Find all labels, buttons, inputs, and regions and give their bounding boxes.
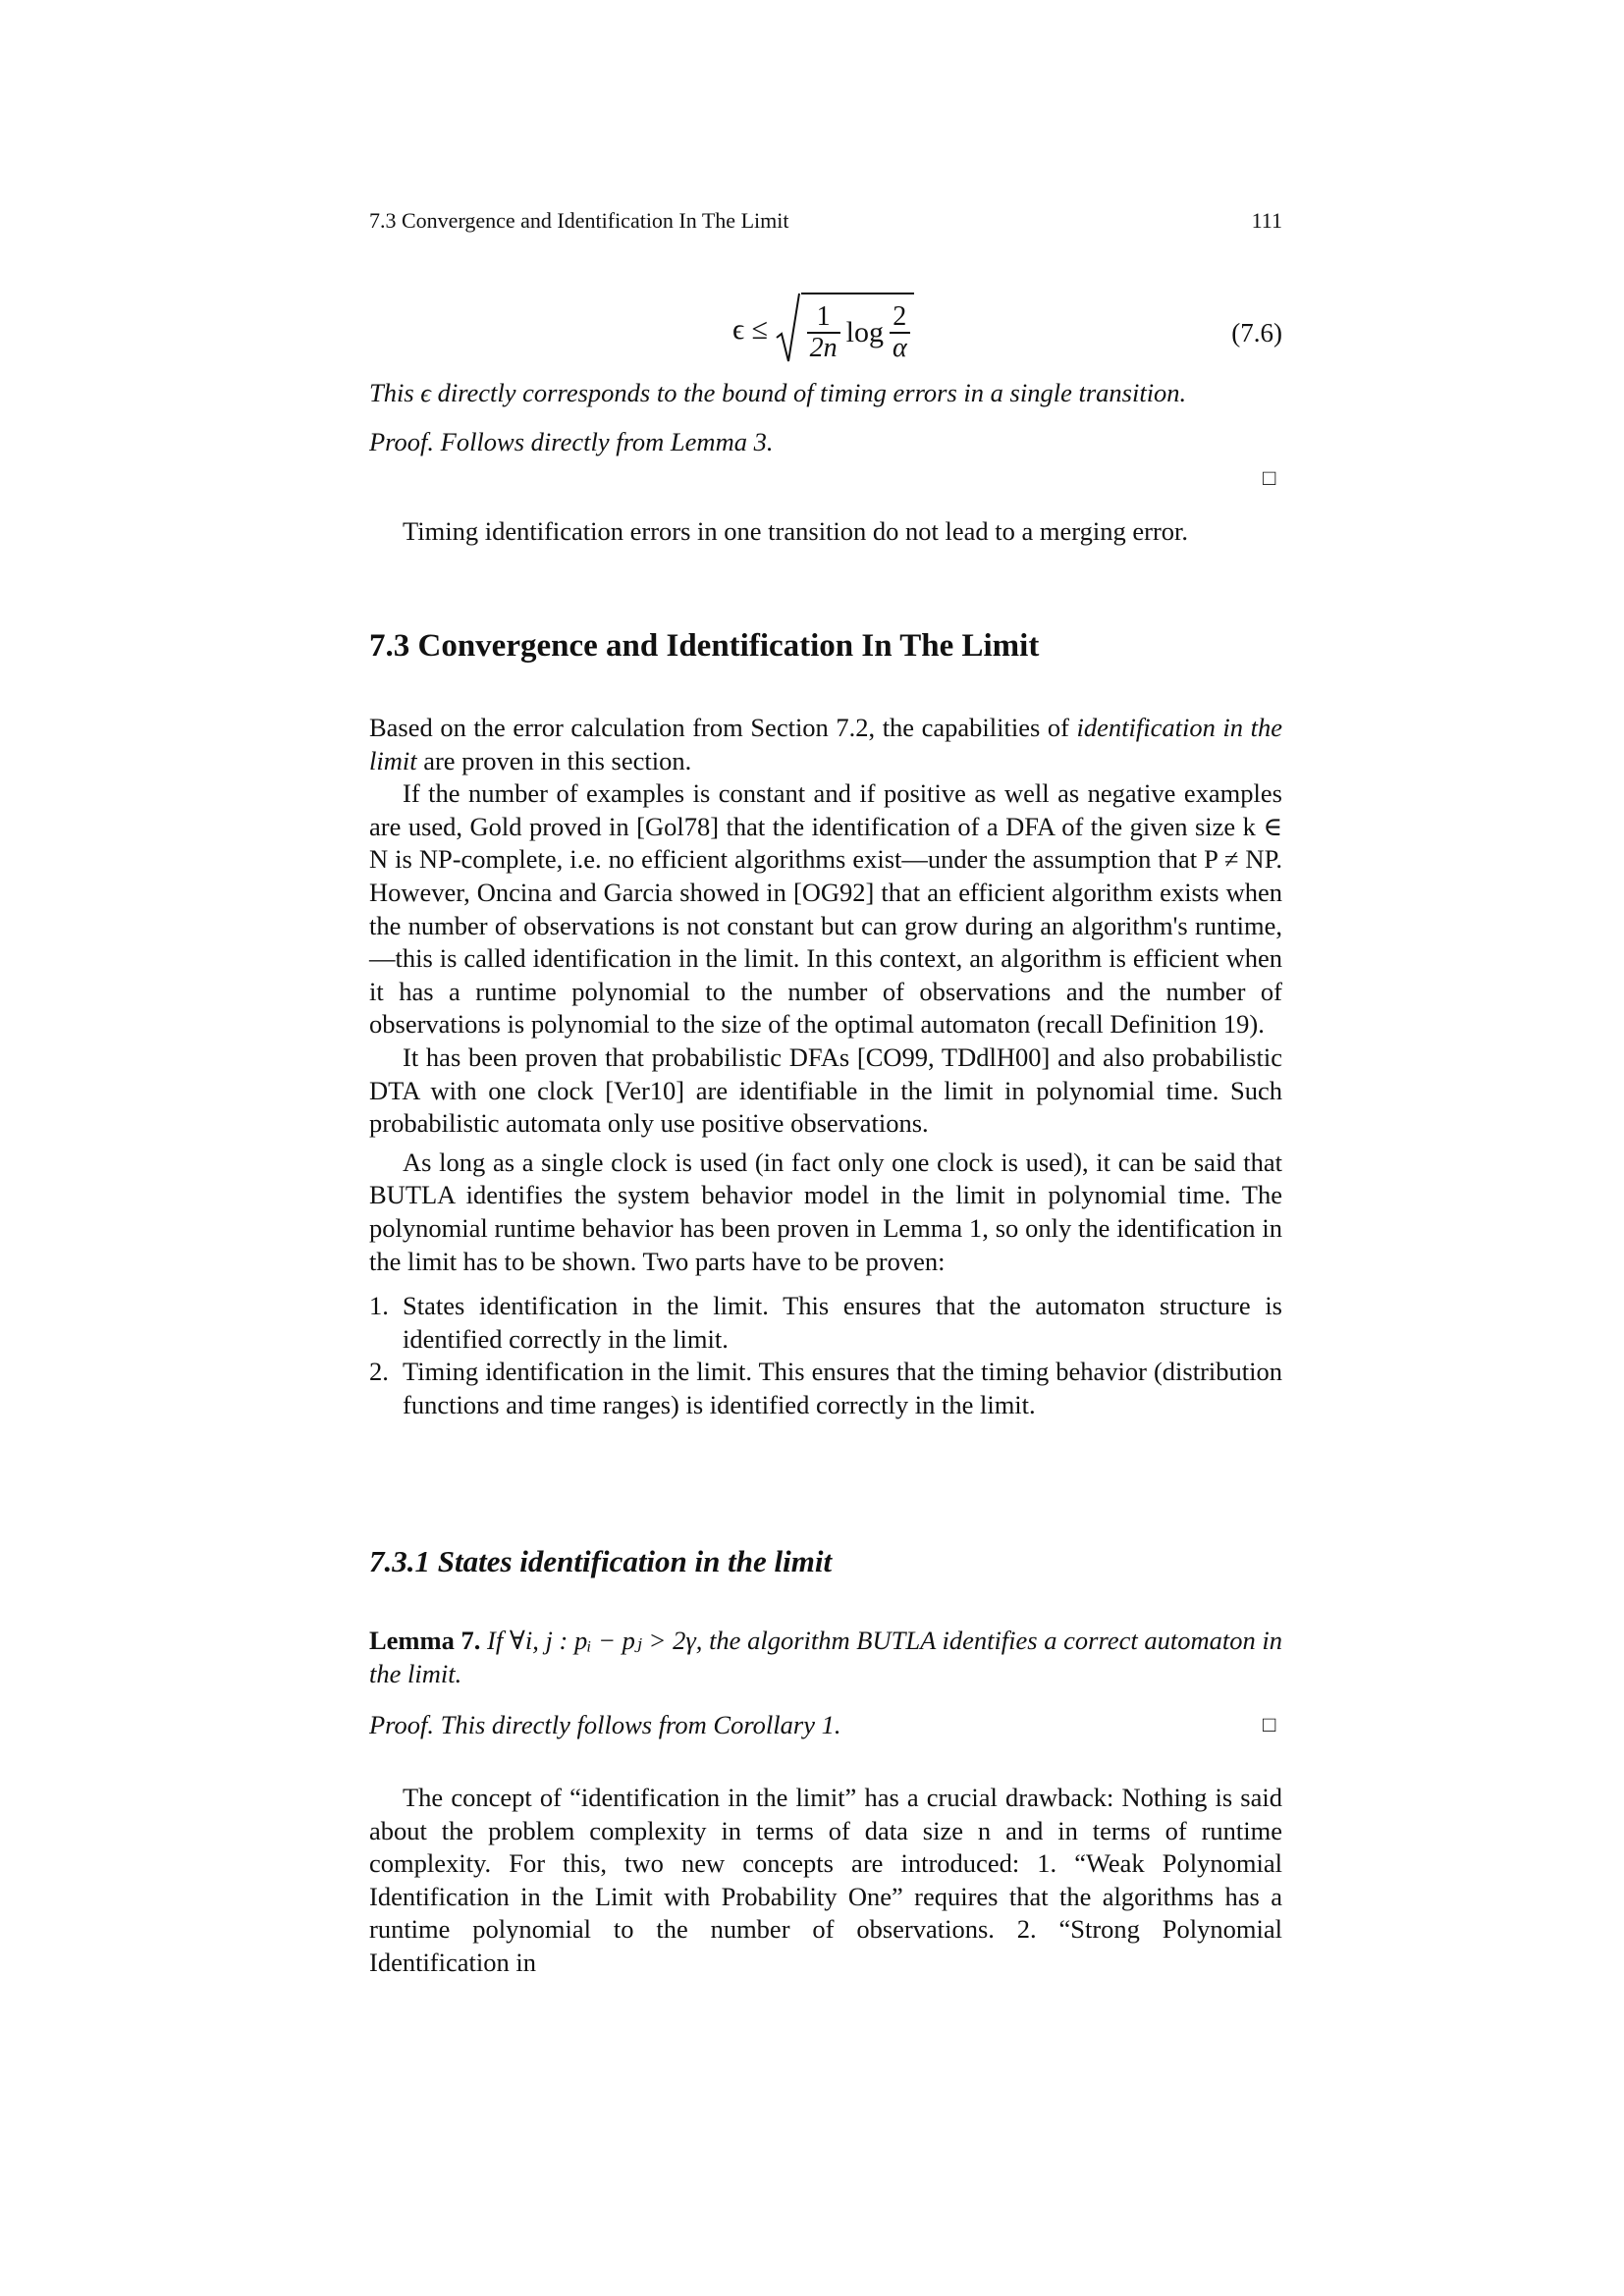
qed-symbol-2: □ <box>1263 1712 1276 1736</box>
qed-symbol: □ <box>1263 465 1276 490</box>
list-text: Timing identification in the limit. This ensures that the timing behavior (distribution functions and time ranges) is identified correctly in the limit. <box>403 1357 1282 1419</box>
list-item <box>369 1290 1282 1356</box>
fraction-one-over-2n <box>807 302 840 363</box>
sqrt-sign <box>776 293 914 367</box>
section-body <box>369 712 1282 1421</box>
lemma-7 <box>369 1625 1282 1690</box>
list-number: 1. <box>369 1291 389 1321</box>
running-title: 7.3 Convergence and Identification In The Limit <box>369 208 789 233</box>
proof-parts-list <box>369 1290 1282 1421</box>
radical-icon <box>776 293 801 367</box>
equation-7-6 <box>369 293 1282 371</box>
intro-text-a: Based on the error calculation from Section 7.2, the capabilities of <box>369 713 1077 742</box>
equation-lhs: ϵ ≤ <box>732 313 769 346</box>
lemma-tail: This ϵ directly corresponds to the bound of timing errors in a single transition. <box>369 378 1187 407</box>
lemma-label: Lemma 7. <box>369 1626 481 1655</box>
list-number: 2. <box>369 1357 389 1387</box>
log-operator: log <box>845 316 884 348</box>
radicand <box>801 293 914 367</box>
proof-corollary-1: Proof. This directly follows from Corollary 1. <box>369 1710 841 1739</box>
proof-lemma-3: Proof. Follows directly from Lemma 3. <box>369 427 774 456</box>
section-heading: 7.3 Convergence and Identification In The Limit <box>369 628 1040 664</box>
equation-body <box>732 293 914 367</box>
frac2-numerator: 2 <box>890 302 910 334</box>
remark-paragraph: Timing identification errors in one transition do not lead to a merging error. <box>403 516 1189 546</box>
page-number: 111 <box>1251 208 1282 233</box>
probabilistic-paragraph: It has been proven that probabilistic DFAs [CO99, TDdlH00] and also probabilistic DTA with one clock [Ver10] are identifiable in the limit in polynomial time. Such probabilistic automata only use positive observations. <box>369 1041 1282 1139</box>
intro-paragraph <box>369 712 1282 777</box>
equation-number: (7.6) <box>1231 318 1282 347</box>
running-head <box>369 208 1282 234</box>
butla-paragraph: As long as a single clock is used (in fact only one clock is used), it can be said that BUTLA identifies the system behavior model in the limit in polynomial time. The polynomial runtime behavior has been proven in Lemma 1, so only the identification in the limit has to be shown. Two parts have to be proven: <box>369 1147 1282 1276</box>
list-text: States identification in the limit. This ensures that the automaton structure is identified correctly in the limit. <box>403 1291 1282 1354</box>
subsection-heading: 7.3.1 States identification in the limit <box>369 1544 833 1578</box>
gold-paragraph: If the number of examples is constant and if positive as well as negative examples are used, Gold proved in [Gol78] that the identification of a DFA of the given size k ∈ N is NP-complete, i.e. no efficient algorithms exist—under the assumption that P ≠ NP. However, Oncina and Garcia showed in [OG92] that an efficient algorithm exists when the number of observations is not constant but can grow during an algorithm's runtime,—this is called identification in the limit. In this context, an algorithm is efficient when it has a runtime polynomial to the number of observations and the number of observations is polynomial to the size of the optimal automaton (recall Definition 19). <box>369 778 1282 1040</box>
frac1-numerator: 1 <box>807 302 840 334</box>
intro-emphasis: identification in the limit <box>369 713 1282 775</box>
drawback-paragraph: The concept of “identification in the limit” has a crucial drawback: Nothing is said about the problem complexity in terms of data size n and in terms of runtime complexity. For this, two new concepts are introduced: 1. “Weak Polynomial Identification in the Limit with Probability One” requires that the algorithms has a runtime polynomial to the number of observations. 2. “Strong Polynomial Identification in <box>369 1783 1282 1977</box>
frac2-denominator: α <box>892 333 907 363</box>
intro-text-b: are proven in this section. <box>416 745 692 775</box>
lemma-text: If ∀i, j : pᵢ − pⱼ > 2γ, the algorithm BUTLA identifies a correct automaton in the limit. <box>369 1626 1282 1688</box>
frac1-denominator: 2n <box>809 333 838 363</box>
list-item <box>369 1356 1282 1421</box>
fraction-two-over-alpha <box>890 302 910 363</box>
